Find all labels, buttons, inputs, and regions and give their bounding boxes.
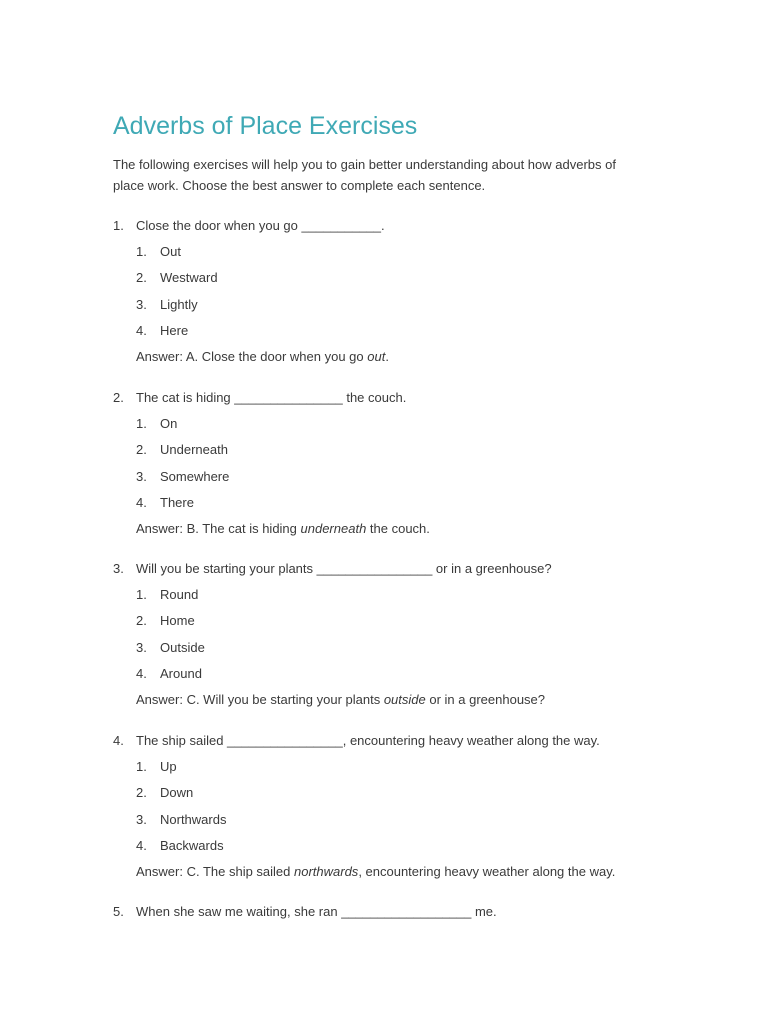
answer-line bbox=[113, 347, 673, 367]
option-number: 2. bbox=[136, 613, 147, 629]
answer-line bbox=[113, 519, 673, 539]
option-item bbox=[113, 268, 673, 294]
question-text: The cat is hiding _______________ the couch. bbox=[136, 390, 407, 405]
options-list bbox=[113, 585, 673, 690]
option-item bbox=[113, 664, 673, 690]
option-text: Round bbox=[160, 587, 199, 602]
question-2 bbox=[113, 388, 673, 539]
option-item bbox=[113, 414, 673, 440]
option-item bbox=[113, 585, 673, 611]
question-text: The ship sailed ________________, encountering heavy weather along the way. bbox=[136, 733, 600, 748]
answer-prefix: Answer: C. Will you be starting your plants bbox=[136, 692, 384, 708]
answer-suffix: . bbox=[385, 349, 389, 365]
option-number: 3. bbox=[136, 811, 147, 827]
intro-paragraph: The following exercises will help you to gain better understanding about how adverbs of place work. Choose the best answer to complete each sentence. bbox=[113, 157, 616, 193]
answer-prefix: Answer: A. Close the door when you go bbox=[136, 349, 368, 365]
answer-prefix: Answer: C. The ship sailed bbox=[136, 864, 294, 880]
option-number: 1. bbox=[136, 416, 147, 431]
option-text: There bbox=[160, 494, 194, 510]
option-item bbox=[113, 440, 673, 466]
question-prompt bbox=[113, 731, 673, 751]
answer-line bbox=[113, 690, 673, 710]
option-number: 1. bbox=[136, 587, 147, 602]
option-text: Outside bbox=[160, 639, 205, 655]
option-number: 1. bbox=[136, 759, 147, 774]
option-item bbox=[113, 783, 673, 809]
option-text: On bbox=[160, 416, 178, 431]
answer-suffix: or in a greenhouse? bbox=[425, 692, 546, 708]
answer-word: northwards bbox=[294, 864, 359, 880]
option-text: Around bbox=[160, 665, 202, 681]
option-text: Out bbox=[160, 244, 181, 259]
option-item bbox=[113, 321, 673, 347]
answer-word: underneath bbox=[300, 521, 367, 537]
question-prompt bbox=[113, 902, 673, 922]
option-item bbox=[113, 242, 673, 268]
option-number: 3. bbox=[136, 639, 147, 655]
option-item bbox=[113, 638, 673, 664]
option-item bbox=[113, 493, 673, 519]
options-list bbox=[113, 757, 673, 862]
question-text: Close the door when you go ___________. bbox=[136, 218, 385, 233]
option-number: 1. bbox=[136, 244, 147, 259]
option-text: Down bbox=[160, 785, 194, 801]
option-number: 3. bbox=[136, 468, 147, 484]
question-number: 4. bbox=[113, 733, 124, 748]
question-5 bbox=[113, 902, 673, 922]
option-item bbox=[113, 836, 673, 862]
option-item bbox=[113, 467, 673, 493]
option-item bbox=[113, 295, 673, 321]
answer-word: outside bbox=[383, 692, 426, 708]
option-text: Somewhere bbox=[160, 468, 230, 484]
option-number: 2. bbox=[136, 442, 147, 458]
question-prompt bbox=[113, 559, 673, 579]
option-text: Here bbox=[160, 322, 189, 338]
page-title: Adverbs of Place Exercises bbox=[113, 112, 418, 140]
question-number: 5. bbox=[113, 904, 124, 919]
option-item bbox=[113, 757, 673, 783]
option-number: 2. bbox=[136, 270, 147, 286]
option-number: 4. bbox=[136, 322, 147, 338]
option-number: 2. bbox=[136, 785, 147, 801]
option-number: 4. bbox=[136, 665, 147, 681]
option-item bbox=[113, 611, 673, 637]
answer-word: out bbox=[367, 349, 386, 365]
option-text: Home bbox=[160, 613, 195, 629]
question-prompt bbox=[113, 388, 673, 408]
option-text: Lightly bbox=[160, 296, 198, 312]
answer-line bbox=[113, 862, 673, 882]
question-prompt bbox=[113, 216, 673, 236]
option-number: 4. bbox=[136, 837, 147, 853]
question-number: 3. bbox=[113, 561, 124, 576]
question-text: When she saw me waiting, she ran __________________ me. bbox=[136, 904, 497, 919]
option-number: 3. bbox=[136, 296, 147, 312]
option-item bbox=[113, 810, 673, 836]
option-number: 4. bbox=[136, 494, 147, 510]
question-text: Will you be starting your plants ________________ or in a greenhouse? bbox=[136, 561, 552, 576]
option-text: Underneath bbox=[160, 442, 228, 458]
answer-suffix: the couch. bbox=[366, 521, 430, 537]
question-number: 1. bbox=[113, 218, 124, 233]
answer-suffix: , encountering heavy weather along the way. bbox=[358, 864, 616, 880]
question-1 bbox=[113, 216, 673, 367]
option-text: Backwards bbox=[160, 837, 224, 853]
option-text: Up bbox=[160, 759, 177, 774]
question-number: 2. bbox=[113, 390, 124, 405]
options-list bbox=[113, 414, 673, 519]
option-text: Westward bbox=[160, 270, 218, 286]
answer-prefix: Answer: B. The cat is hiding bbox=[136, 521, 301, 537]
options-list bbox=[113, 242, 673, 347]
option-text: Northwards bbox=[160, 811, 227, 827]
question-4 bbox=[113, 731, 673, 882]
question-3 bbox=[113, 559, 673, 710]
